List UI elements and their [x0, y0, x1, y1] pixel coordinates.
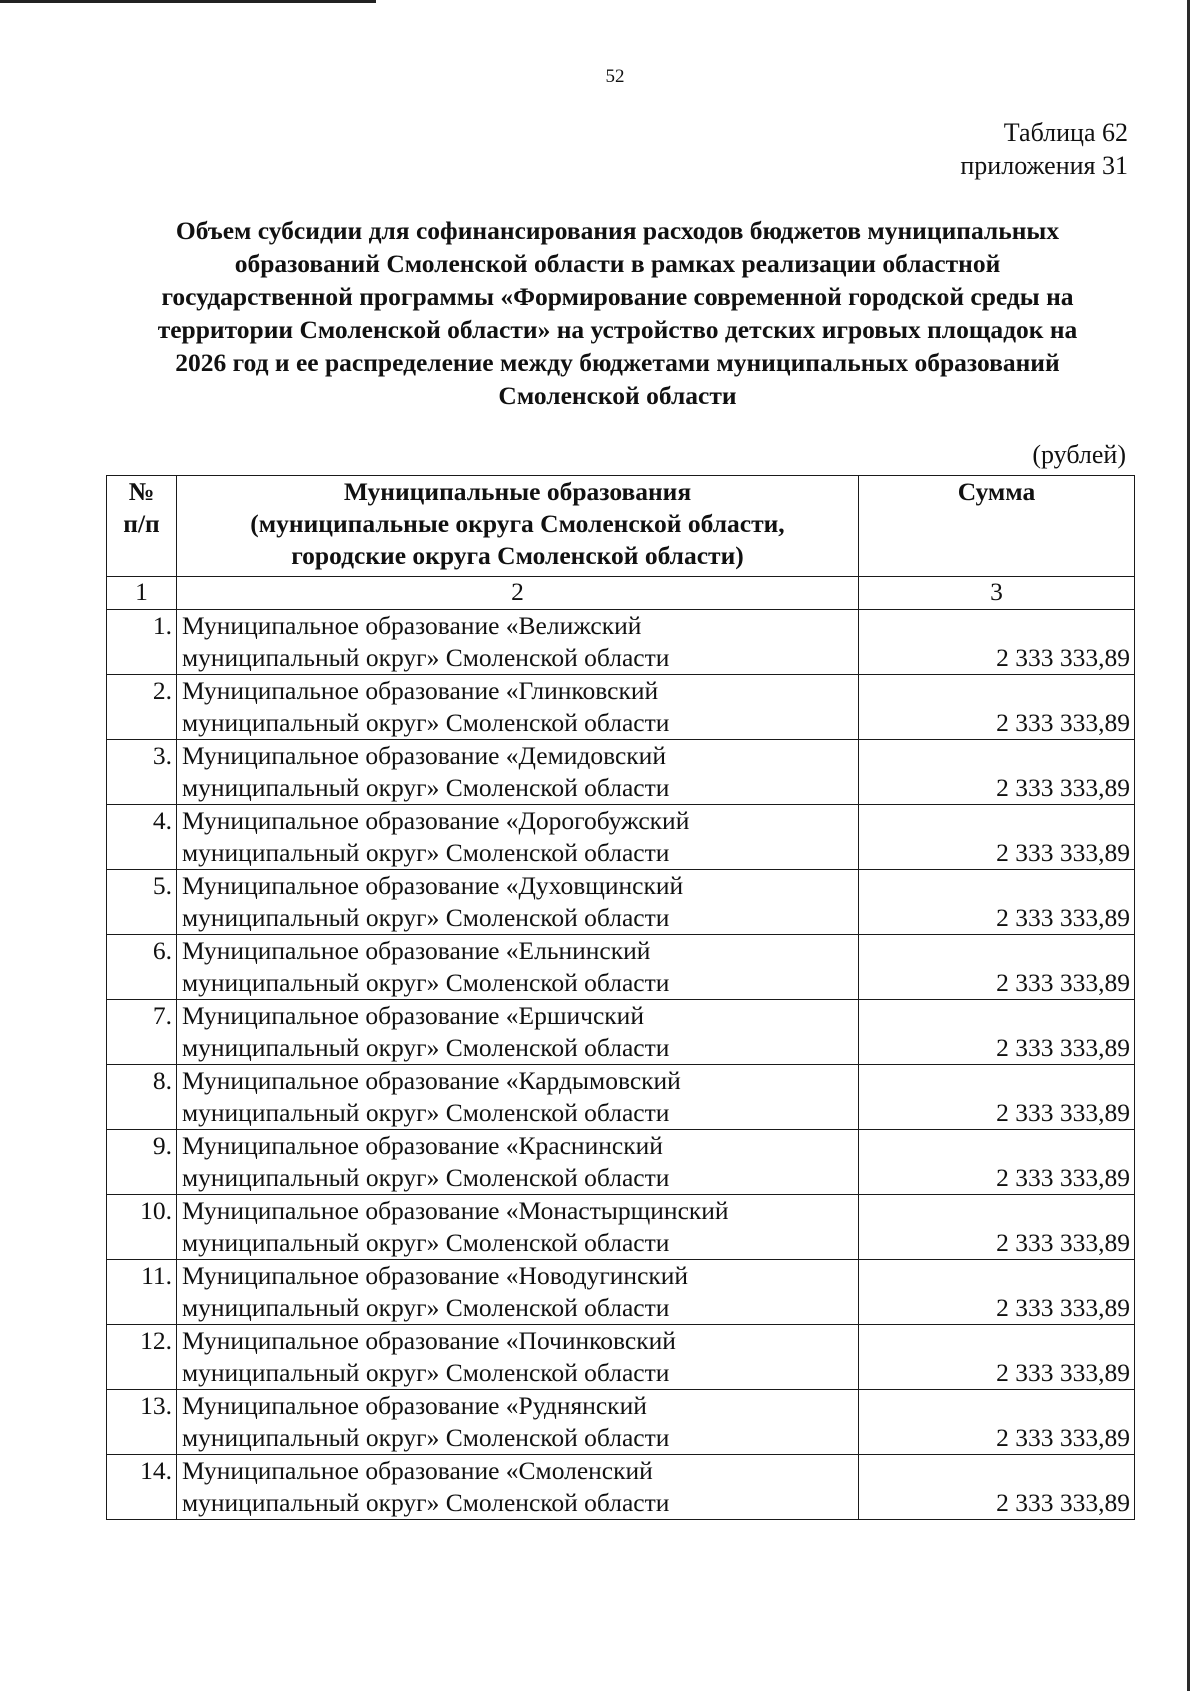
- column-index: 3: [859, 577, 1135, 610]
- municipality-name-line2: муниципальный округ» Смоленской области: [182, 643, 670, 672]
- title-line: 2026 год и ее распределение между бюджетами муниципальных образований: [175, 348, 1060, 377]
- title-line: Смоленской области: [498, 381, 737, 410]
- subsidy-amount: 2 333 333,89: [859, 805, 1135, 870]
- title-line: Объем субсидии для софинансирования расходов бюджетов муниципальных: [175, 216, 1060, 245]
- row-number: 5.: [107, 870, 177, 935]
- table-row: [107, 1000, 1135, 1065]
- municipality-name-line1: Муниципальное образование «Духовщинский: [182, 871, 684, 900]
- row-number: 11.: [107, 1260, 177, 1325]
- table-row: [107, 675, 1135, 740]
- row-number: 2.: [107, 675, 177, 740]
- municipality-name-line2: муниципальный округ» Смоленской области: [182, 1098, 670, 1127]
- table-row: [107, 740, 1135, 805]
- municipality-name: [177, 1195, 859, 1260]
- municipality-name-line2: муниципальный округ» Смоленской области: [182, 903, 670, 932]
- table-header-row: [107, 476, 1135, 577]
- table-row: [107, 805, 1135, 870]
- table-body: [107, 610, 1135, 1520]
- subsidy-amount: 2 333 333,89: [859, 1325, 1135, 1390]
- subsidy-amount: 2 333 333,89: [859, 740, 1135, 805]
- municipality-name: [177, 675, 859, 740]
- row-number: 13.: [107, 1390, 177, 1455]
- subsidy-amount: 2 333 333,89: [859, 610, 1135, 675]
- municipality-name-line2: муниципальный округ» Смоленской области: [182, 1423, 670, 1452]
- table-row: [107, 1195, 1135, 1260]
- municipality-name-line2: муниципальный округ» Смоленской области: [182, 968, 670, 997]
- municipality-name-line1: Муниципальное образование «Кардымовский: [182, 1066, 681, 1095]
- table-row: [107, 1325, 1135, 1390]
- municipality-name-line1: Муниципальное образование «Руднянский: [182, 1391, 647, 1420]
- municipality-name: [177, 610, 859, 675]
- municipality-name-line1: Муниципальное образование «Ершичский: [182, 1001, 644, 1030]
- municipality-name-line2: муниципальный округ» Смоленской области: [182, 708, 670, 737]
- municipality-name-line2: муниципальный округ» Смоленской области: [182, 1358, 670, 1387]
- table-row: [107, 1390, 1135, 1455]
- municipality-name-line1: Муниципальное образование «Дорогобужский: [182, 806, 690, 835]
- subsidy-amount: 2 333 333,89: [859, 1260, 1135, 1325]
- subsidy-amount: 2 333 333,89: [859, 1000, 1135, 1065]
- municipality-name-line1: Муниципальное образование «Новодугинский: [182, 1261, 689, 1290]
- table-row: [107, 610, 1135, 675]
- municipality-name: [177, 805, 859, 870]
- subsidy-amount: 2 333 333,89: [859, 870, 1135, 935]
- row-number: 1.: [107, 610, 177, 675]
- row-number: 10.: [107, 1195, 177, 1260]
- municipality-name: [177, 935, 859, 1000]
- table-row: [107, 1260, 1135, 1325]
- municipality-name-line1: Муниципальное образование «Демидовский: [182, 741, 666, 770]
- header-number: № п/п: [107, 476, 177, 577]
- column-index: 2: [177, 577, 859, 610]
- municipality-name-line2: муниципальный округ» Смоленской области: [182, 1228, 670, 1257]
- municipality-name-line2: муниципальный округ» Смоленской области: [182, 773, 670, 802]
- row-number: 7.: [107, 1000, 177, 1065]
- municipality-name-line1: Муниципальное образование «Монастырщинский: [182, 1196, 729, 1225]
- municipality-name: [177, 1065, 859, 1130]
- row-number: 9.: [107, 1130, 177, 1195]
- municipality-name: [177, 1000, 859, 1065]
- subsidy-table: [106, 475, 1135, 1520]
- municipality-name-line2: муниципальный округ» Смоленской области: [182, 1163, 670, 1192]
- row-number: 4.: [107, 805, 177, 870]
- table-reference-line1: Таблица 62: [1003, 118, 1128, 147]
- table-row: [107, 870, 1135, 935]
- municipality-name-line1: Муниципальное образование «Ельнинский: [182, 936, 651, 965]
- municipality-name-line2: муниципальный округ» Смоленской области: [182, 1033, 670, 1062]
- subsidy-amount: 2 333 333,89: [859, 1455, 1135, 1520]
- subsidy-amount: 2 333 333,89: [859, 1130, 1135, 1195]
- row-number: 12.: [107, 1325, 177, 1390]
- municipality-name: [177, 1130, 859, 1195]
- municipality-name-line1: Муниципальное образование «Смоленский: [182, 1456, 653, 1485]
- municipality-name: [177, 870, 859, 935]
- municipality-name: [177, 1260, 859, 1325]
- table-reference-line2: приложения 31: [960, 151, 1128, 180]
- document-title: [100, 214, 1135, 412]
- municipality-name-line1: Муниципальное образование «Починковский: [182, 1326, 676, 1355]
- municipality-name: [177, 1455, 859, 1520]
- scan-edge-top: [0, 0, 376, 3]
- subsidy-amount: 2 333 333,89: [859, 935, 1135, 1000]
- column-index: 1: [107, 577, 177, 610]
- page-number: 52: [605, 66, 625, 87]
- table-row: [107, 1130, 1135, 1195]
- subsidy-amount: 2 333 333,89: [859, 1065, 1135, 1130]
- municipality-name: [177, 740, 859, 805]
- subsidy-amount: 2 333 333,89: [859, 675, 1135, 740]
- header-municipality: Муниципальные образования (муниципальные округа Смоленской области, городские округа Смоленской области): [177, 476, 859, 577]
- scan-edge-right: [1187, 0, 1190, 1691]
- table-row: [107, 935, 1135, 1000]
- municipality-name: [177, 1390, 859, 1455]
- municipality-name: [177, 1325, 859, 1390]
- municipality-name-line1: Муниципальное образование «Глинковский: [182, 676, 659, 705]
- table-reference: [960, 116, 1128, 182]
- title-line: территории Смоленской области» на устройство детских игровых площадок на: [157, 315, 1078, 344]
- title-line: государственной программы «Формирование современной городской среды на: [161, 282, 1074, 311]
- table-row: [107, 1455, 1135, 1520]
- row-number: 8.: [107, 1065, 177, 1130]
- row-number: 14.: [107, 1455, 177, 1520]
- municipality-name-line1: Муниципальное образование «Велижский: [182, 611, 642, 640]
- subsidy-amount: 2 333 333,89: [859, 1195, 1135, 1260]
- municipality-name-line2: муниципальный округ» Смоленской области: [182, 1293, 670, 1322]
- header-sum: Сумма: [859, 476, 1135, 577]
- municipality-name-line2: муниципальный округ» Смоленской области: [182, 1488, 670, 1517]
- row-number: 6.: [107, 935, 177, 1000]
- table-row: [107, 1065, 1135, 1130]
- subsidy-amount: 2 333 333,89: [859, 1390, 1135, 1455]
- municipality-name-line1: Муниципальное образование «Краснинский: [182, 1131, 663, 1160]
- column-index-row: [107, 577, 1135, 610]
- unit-label: (рублей): [1032, 440, 1126, 469]
- row-number: 3.: [107, 740, 177, 805]
- title-line: образований Смоленской области в рамках реализации областной: [234, 249, 1001, 278]
- municipality-name-line2: муниципальный округ» Смоленской области: [182, 838, 670, 867]
